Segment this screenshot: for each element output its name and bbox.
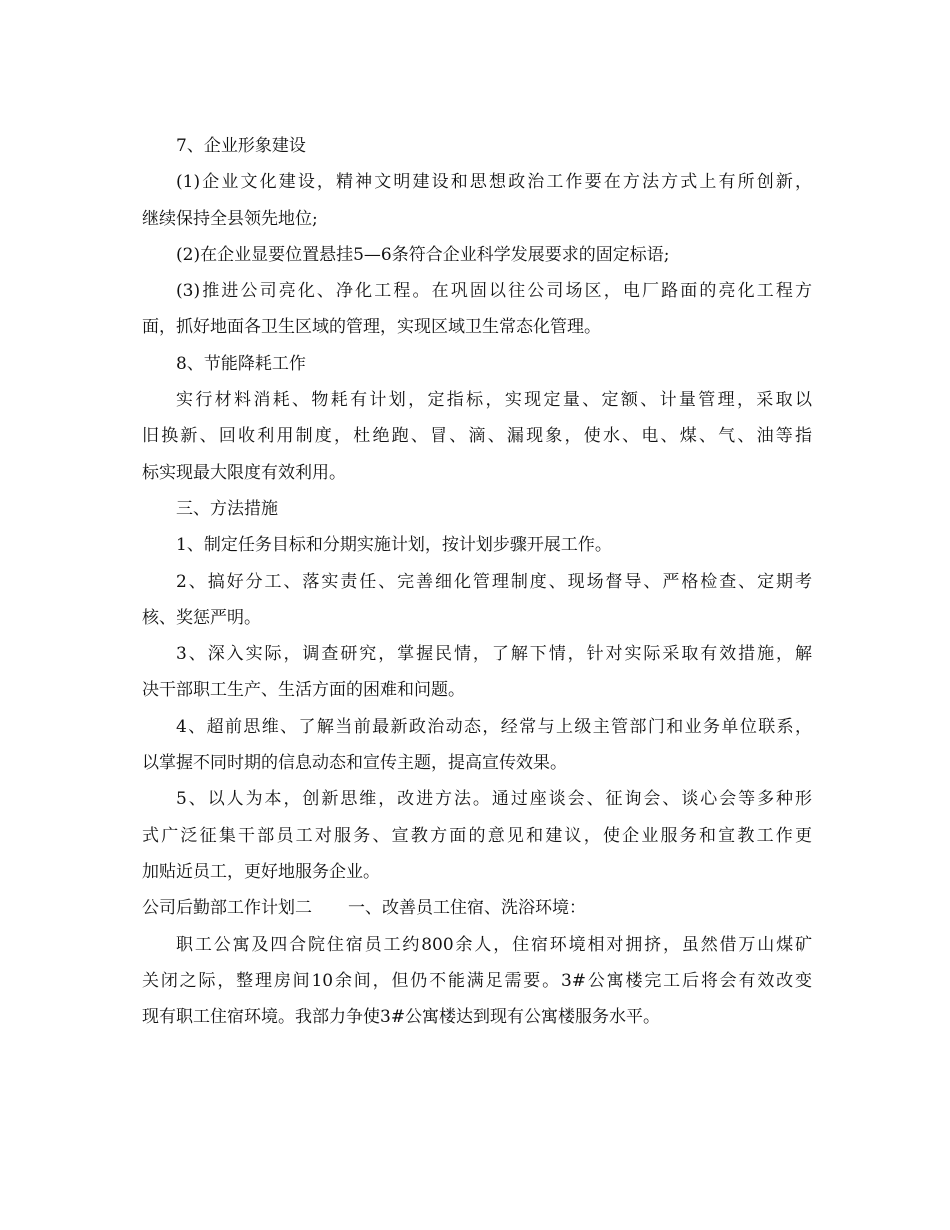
section-heading-8: 8、节能降耗工作 [176,353,306,374]
list-item-line: 以掌握不同时期的信息动态和宣传主题，提高宣传效果。 [142,753,567,774]
plan-two-title: 公司后勤部工作计划二 [142,898,312,919]
list-item-line: 式广泛征集干部员工对服务、宣教方面的意见和建议，使企业服务和宣教工作更 [142,825,812,846]
list-item-line: 决干部职工生产、生活方面的困难和问题。 [142,680,465,701]
paragraph-line: 职工公寓及四合院住宿员工约800余人，住宿环境相对拥挤，虽然借万山煤矿 [176,934,812,955]
list-item-line: 5、以人为本，创新思维，改进方法。通过座谈会、征询会、谈心会等多种形 [176,789,812,810]
paragraph-line: (2)在企业显要位置悬挂5—6条符合企业科学发展要求的固定标语; [176,244,670,265]
plan-two-heading-line [142,890,812,926]
paragraph-line: 面，抓好地面各卫生区域的管理，实现区域卫生常态化管理。 [142,317,601,338]
paragraph-line: 现有职工住宿环境。我部力争使3#公寓楼达到现有公寓楼服务水平。 [142,1007,661,1028]
list-item-line: 加贴近员工，更好地服务企业。 [142,861,380,882]
paragraph-line: (1)企业文化建设，精神文明建设和思想政治工作要在方法方式上有所创新， [176,172,812,193]
section-heading-methods: 三、方法措施 [176,498,278,519]
paragraph-line: 旧换新、回收利用制度，杜绝跑、冒、滴、漏现象，使水、电、煤、气、油等指 [142,426,812,447]
paragraph-line: 实行材料消耗、物耗有计划，定指标，实现定量、定额、计量管理，采取以 [176,390,812,411]
paragraph-line: 标实现最大限度有效利用。 [142,462,346,483]
paragraph-line: (3)推进公司亮化、净化工程。在巩固以往公司场区，电厂路面的亮化工程方 [176,281,812,302]
list-item-line: 1、制定任务目标和分期实施计划，按计划步骤开展工作。 [176,535,612,556]
list-item-line: 2、搞好分工、落实责任、完善细化管理制度、现场督导、严格检查、定期考 [176,571,812,592]
list-item-line: 3、深入实际，调查研究，掌握民情，了解下情，针对实际采取有效措施，解 [176,644,812,665]
plan-two-first-item: 一、改善员工住宿、洗浴环境： [348,898,586,919]
list-item-line: 4、超前思维、了解当前最新政治动态，经常与上级主管部门和业务单位联系， [176,716,812,737]
document-body [142,128,812,1035]
paragraph-line: 继续保持全县领先地位; [142,208,318,229]
list-item-line: 核、奖惩严明。 [142,607,261,628]
paragraph-line: 关闭之际，整理房间10余间，但仍不能满足需要。3#公寓楼完工后将会有效改变 [142,970,812,991]
section-heading-7: 7、企业形象建设 [176,136,306,156]
